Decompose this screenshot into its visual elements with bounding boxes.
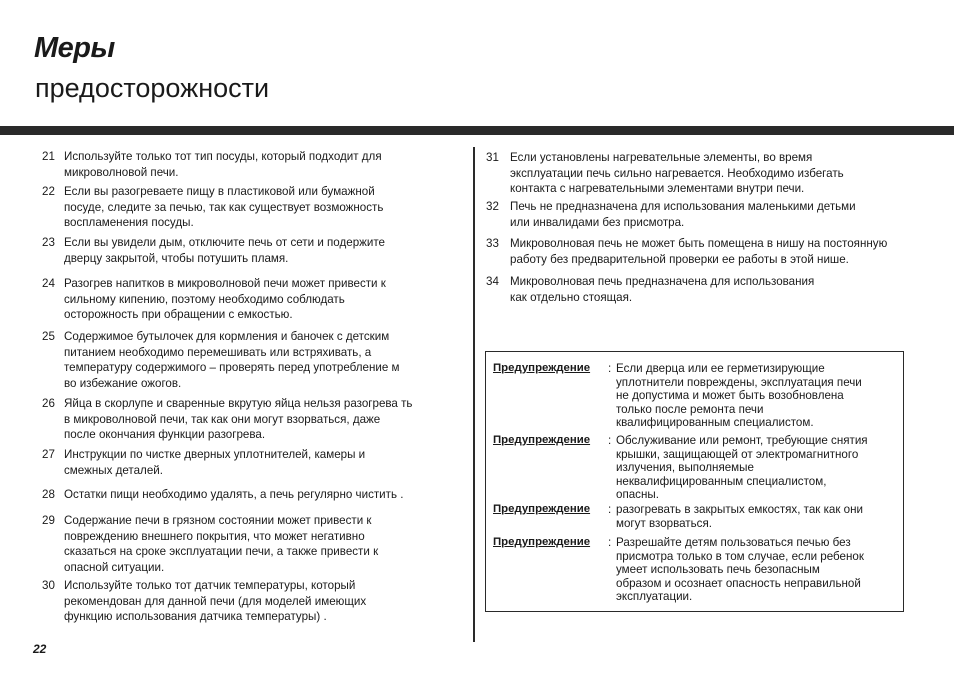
warning-label: Предупреждение	[493, 536, 591, 548]
column-divider	[473, 147, 475, 642]
item-number: 21	[42, 150, 55, 163]
item-text: Яйца в скорлупе и сваренные вкрутую яйца нельзя разогрева ть в микроволновой печи, так как они могут взорваться, даже после окончания функции разогрева.	[64, 397, 413, 441]
header-divider-bar	[0, 126, 954, 135]
item-number: 23	[42, 236, 55, 249]
item-text: Микроволновая печь не может быть помещена в нишу на постоянную работу без предварительной проверки ее работы в этой нише.	[510, 237, 888, 266]
item-number: 22	[42, 185, 55, 198]
warning-text: Разрешайте детям пользоваться печью без присмотра только в том случае, если ребенок умеет использовать печь безопасным образом и осознает опасность неправильной эксплуатации.	[616, 536, 864, 604]
page-subtitle: предосторожности	[35, 73, 270, 103]
warning-text: Обслуживание или ремонт, требующие снятия крышки, защищающей от электромагнитного излучения, выполняемые неквалифицированным специалистом, опасны.	[616, 434, 868, 502]
warning-box	[485, 351, 904, 612]
item-number: 26	[42, 397, 55, 410]
item-number: 27	[42, 448, 55, 461]
item-number: 30	[42, 579, 55, 592]
item-number: 31	[486, 151, 499, 164]
warning-colon: :	[608, 362, 612, 375]
page-number: 22	[33, 642, 47, 656]
item-text: Разогрев напитков в микроволновой печи может привести к сильному кипению, поэтому необходимо соблюдать осторожность при обращении с емкостью.	[64, 277, 386, 321]
item-text: Используйте только тот тип посуды, который подходит для микроволновой печи.	[64, 150, 382, 179]
page-title: Меры	[34, 32, 115, 64]
item-text: Если установлены нагревательные элементы, во время эксплуатации печь сильно нагревается. Необходимо избегать контакта с нагревательными элементами внутри печи.	[510, 151, 844, 195]
item-number: 33	[486, 237, 499, 250]
warning-text: разогревать в закрытых емкостях, так как они могут взорваться.	[616, 503, 863, 530]
item-number: 34	[486, 275, 499, 288]
item-number: 28	[42, 488, 55, 501]
warning-text: Если дверца или ее герметизирующие уплотнители повреждены, эксплуатация печи не допустима и может быть возобновлена только после ремонта печи квалифицированным специалистом.	[616, 362, 862, 430]
item-number: 25	[42, 330, 55, 343]
warning-colon: :	[608, 503, 612, 516]
item-text: Содержание печи в грязном состоянии может привести к повреждению внешнего покрытия, что может негативно сказаться на сроке эксплуатации печи, а также привести к опасной ситуации.	[64, 514, 379, 574]
warning-label: Предупреждение	[493, 503, 591, 515]
item-text: Инструкции по чистке дверных уплотнителей, камеры и смежных деталей.	[64, 448, 366, 477]
item-text: Если вы увидели дым, отключите печь от сети и подержите дверцу закрытой, чтобы потушить пламя.	[64, 236, 386, 265]
warning-colon: :	[608, 536, 612, 549]
item-text: Остатки пищи необходимо удалять, а печь регулярно чистить .	[64, 488, 404, 501]
warning-label: Предупреждение	[493, 434, 591, 446]
item-text: Используйте только тот датчик температуры, который рекомендован для данной печи (для моделей имеющих функцию использования датчика температуры) .	[64, 579, 367, 623]
item-text: Микроволновая печь предназначена для использования как отдельно стоящая.	[510, 275, 815, 304]
item-text: Печь не предназначена для использования маленькими детьми или инвалидами без присмотра.	[510, 200, 856, 229]
item-text: Если вы разогреваете пищу в пластиковой или бумажной посуде, следите за печью, так как существует возможность воспламенения посуды.	[64, 185, 384, 229]
warning-label: Предупреждение	[493, 362, 591, 374]
item-number: 24	[42, 277, 55, 290]
item-number: 32	[486, 200, 499, 213]
item-number: 29	[42, 514, 55, 527]
item-text: Содержимое бутылочек для кормления и баночек с детским питанием необходимо перемешивать или встряхивать, а температуру содержимого – проверять перед употребление м во избежание ожогов.	[64, 330, 400, 390]
warning-colon: :	[608, 434, 612, 447]
